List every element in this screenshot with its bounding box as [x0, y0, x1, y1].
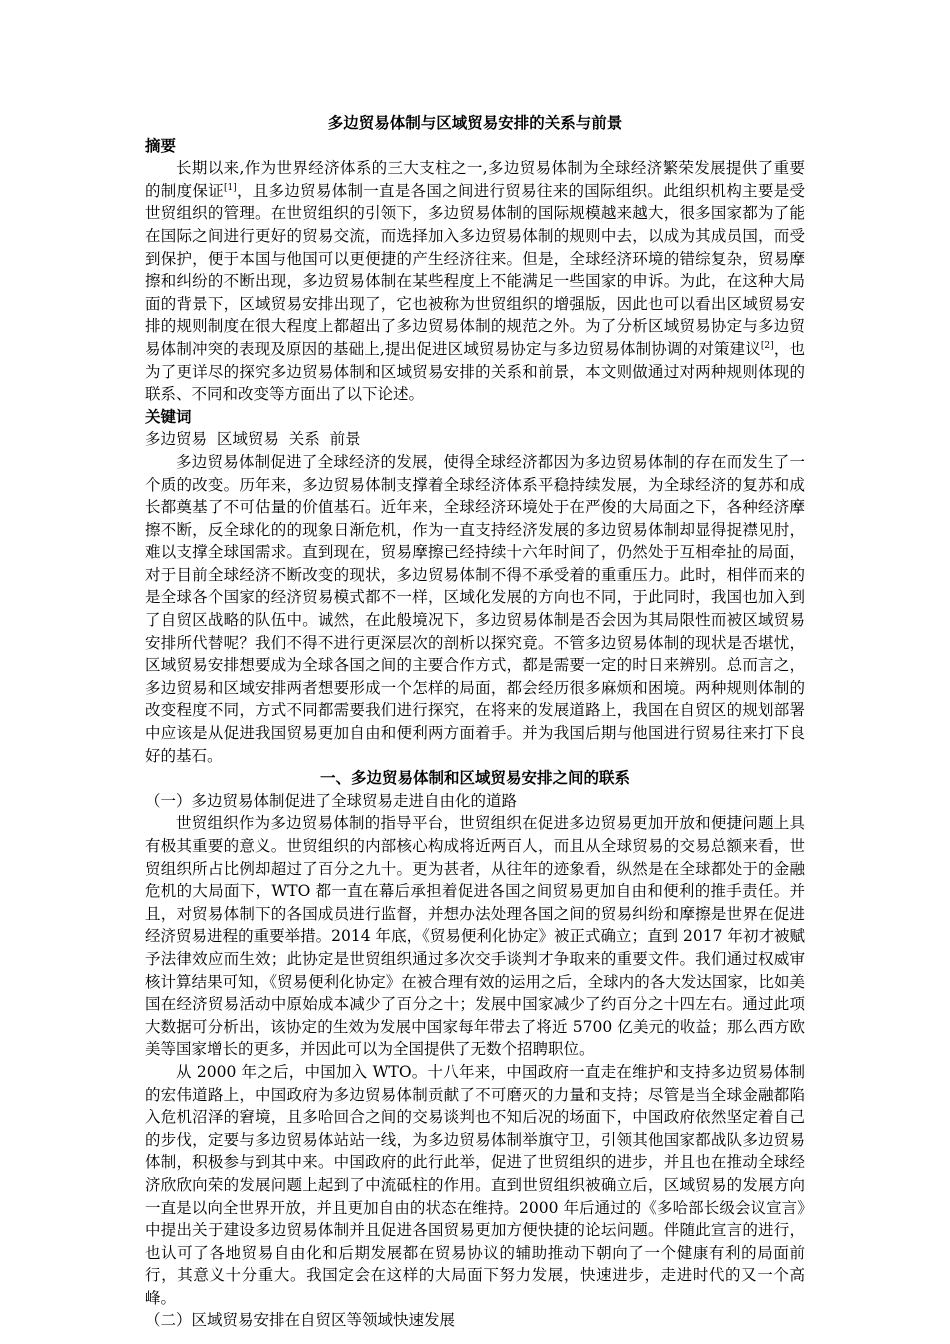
keywords-text: 多边贸易 区域贸易 关系 前景 — [145, 430, 361, 449]
keywords-label: 关键词 — [145, 407, 192, 426]
abstract-text-1: 长期以来,作为世界经济体系的三大支柱之一,多边贸易体制为全球经济繁荣发展提供了重要的制度保证 — [145, 159, 805, 200]
subsection-heading-2: （二）区域贸易安排在自贸区等领域快速发展 — [145, 1311, 456, 1330]
body-paragraph-2: 从 2000 年之后，中国加入 WTO。十八年来，中国政府一直走在维护和支持多边贸易体制的宏伟道路上，中国政府为多边贸易体制贡献了不可磨灭的力量和支持；尽管是当全球金融都陷入危机沼泽的窘境，且多哈回合之间的交易谈判也不知后况的场面下，中国政府依然坚定着自己的步伐，定要与多边贸易体站站一线，为多边贸易体制举旗守卫，引领其他国家都战队多边贸易体制，积极参与到其中来。中国政府的此行此举，促进了世贸组织的进步，并且也在推动全球经济欣欣向荣的发展问题上起到了中流砥柱的作用。直到世贸组织被确立后，区域贸易的发展方向一直是以向全世界开放，并且更加自由的状态在维持。2000 年后通过的《多哈部长级会议宣言》中提出关于建设多边贸易体制并且促进各国贸易更加方便快捷的论坛问题。伴随此宣言的进行，也认可了各地贸易自由化和后期发展都在贸易协议的辅助推动下朝向了一个健康有利的局面前行，其意义十分重大。我国定会在这样的大局面下努力发展，快速进步，走进时代的又一个高峰。 — [145, 1062, 805, 1307]
body-paragraph-1: 世贸组织作为多边贸易体制的指导平台，世贸组织在促进多边贸易更加开放和便捷问题上具有极其重要的意义。世贸组织的内部核心构成将近两百人，而且从全球贸易的交易总额来看，世贸组织所占比例却超过了百分之九十。更为甚者，从往年的迹象看，纵然是在全球都处于的金融危机的大局面下，WTO 都一直在幕后承担着促进各国之间贸易更加自由和便利的推手责任。并且，对贸易体制下的各国成员进行监督，并想办法处理各国之间的贸易纠纷和摩擦是世界在促进经济贸易进程的重要举措。2014 年底，《贸易便利化协定》被正式确立；直到 2017 年初才被赋予法律效应而生效；此协定是世贸组织通过多次交手谈判才争取来的重要文件。我们通过权威审核计算结果可知，《贸易便利化协定》在被合理有效的运用之后，全球内的各大发达国家，比如美国在经济贸易活动中原始成本减少了百分之十；发展中国家减少了约百分之十四左右。通过此项大数据可分析出，该协定的生效为发展中国家每年带去了将近 5700 亿美元的收益；那么西方欧美等国家增长的更多，并因此可以为全国提供了无数个招聘职位。 — [145, 814, 805, 1059]
citation-1: [1] — [223, 182, 237, 193]
abstract-label: 摘要 — [145, 136, 177, 155]
intro-paragraph: 多边贸易体制促进了全球经济的发展，使得全球经济都因为多边贸易体制的存在而发生了一个质的改变。历年来，多边贸易体制支撑着全球经济体系平稳持续发展，为全球经济的复苏和成长都奠基了不可估量的价值基石。近年来，全球经济环境处于在严俊的大局面之下，各种经济摩擦不断，反全球化的的现象日渐危机，作为一直支持经济发展的多边贸易体制却显得捉襟见肘，难以支撑全球国需求。直到现在，贸易摩擦已经持续十六年时间了，仍然处于互相牵扯的局面，对于目前全球经济不断改变的现状，多边贸易体制不得不承受着的重重压力。此时，相伴而来的是全球各个国家的经济贸易模式都不一样，区域化发展的方向也不同，于此同时，我国也加入到了自贸区战略的队伍中。诚然，在此般境况下，多边贸易体制是否会因为其局限性而被区域贸易安排所代替呢？我们不得不进行更深层次的剖析以探究竟。不管多边贸易体制的现状是否堪忧，区域贸易安排想要成为全球各国之间的主要合作方式，都是需要一定的时日来辨别。总而言之，多边贸易和区域安排两者想要形成一个怎样的局面，都会经历很多麻烦和困境。两种规则体制的改变程度不同，方式不同都需要我们进行探究，在将来的发展道路上，我国在自贸区的规划部署中应该是从促进我国贸易更加自由和便利两方面着手。并为我国后期与他国进行贸易往来打下良好的基石。 — [145, 452, 805, 765]
abstract-text-2: ，且多边贸易体制一直是各国之间进行贸易往来的国际组织。此组织机构主要是受世贸组织的管理。在世贸组织的引领下，多边贸易体制的国际规模越来越大，很多国家都为了能在国际之间进行更好的贸易交流，而选择加入多边贸易体制的规则中去，以成为其成员国，而受到保护，便于本国与他国可以更便捷的产生经济往来。但是，全球经济环境的错综复杂，贸易摩擦和纠纷的不断出现，多边贸易体制在某些程度上不能满足一些国家的申诉。为此，在这种大局面的背景下，区域贸易安排出现了，它也被称为世贸组织的增强版，因此也可以看出区域贸易安排的规则制度在很大程度上都超出了多边贸易体制的规范之外。为了分析区域贸易协定与多边贸易体制冲突的表现及原因的基础上,提出促进区域贸易协定与多边贸易体制协调的对策建议 — [145, 181, 805, 358]
document-title: 多边贸易体制与区域贸易安排的关系与前景 — [327, 114, 623, 132]
document-page — [145, 112, 805, 1332]
subsection-heading-1: （一）多边贸易体制促进了全球贸易走进自由化的道路 — [145, 791, 518, 810]
citation-2: [2] — [760, 340, 774, 351]
abstract-text-3: ，也为了更详尽的探究多边贸易体制和区域贸易安排的关系和前景，本文则做通过对两种规则体现的联系、不同和改变等方面出了以下论述。 — [145, 339, 805, 404]
section-heading-1: 一、多边贸易体制和区域贸易安排之间的联系 — [319, 769, 630, 788]
abstract-paragraph — [145, 157, 805, 406]
